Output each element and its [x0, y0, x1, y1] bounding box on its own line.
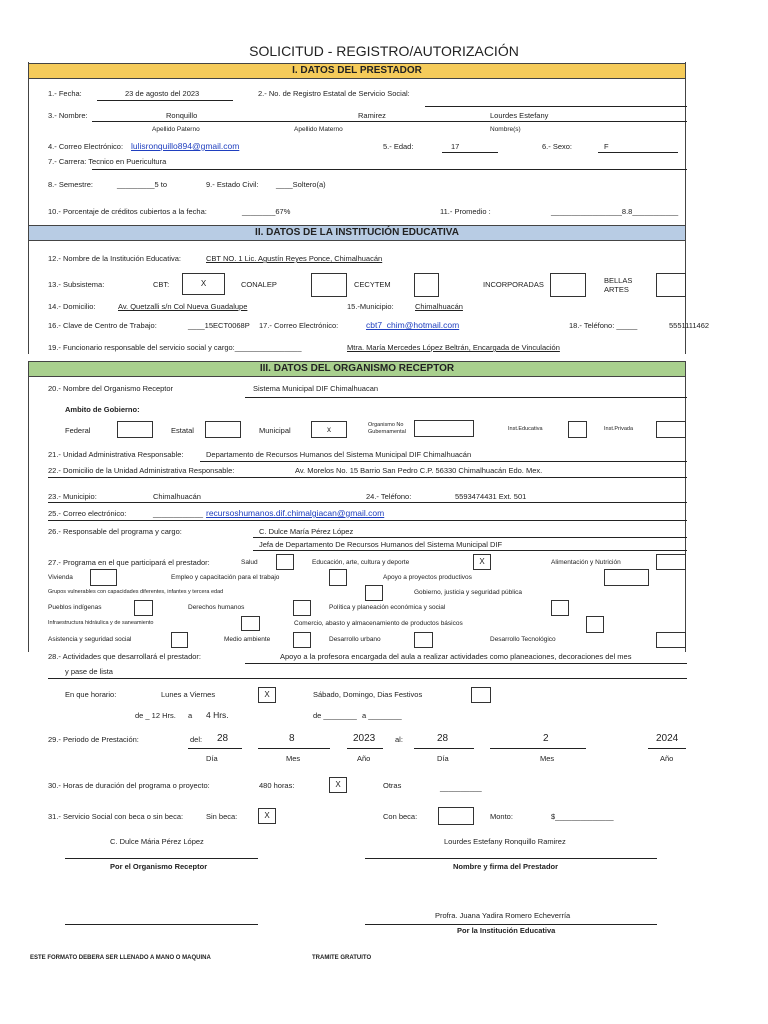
monto-value[interactable]: $______________: [551, 812, 614, 821]
infra-checkbox[interactable]: [241, 616, 260, 631]
periodo-label: 29.- Periodo de Prestación:: [48, 735, 139, 744]
nombre-label: 3.- Nombre:: [48, 111, 88, 120]
incorporadas-label: INCORPORADAS: [483, 280, 544, 289]
org-tel-label: 24.- Teléfono:: [366, 492, 412, 501]
beca-label: 31.- Servicio Social con beca o sin beca:: [48, 812, 184, 821]
lunes-label: Lunes a Viernes: [161, 690, 216, 699]
urbano-checkbox[interactable]: [414, 632, 433, 648]
al-label: al:: [395, 735, 403, 744]
receptor-name: C. Dulce Mária Pérez López: [110, 837, 204, 846]
lunes-checkbox[interactable]: X: [258, 687, 276, 703]
org-correo-blank: ____________: [153, 509, 204, 518]
institucion-caption: Por la Institución Educativa: [457, 926, 556, 935]
derechos-checkbox[interactable]: [293, 600, 311, 616]
sabado-label: Sábado, Domingo, Dias Festivos: [313, 690, 423, 699]
actividades-label: 28.- Actividades que desarrollará el prestador:: [48, 652, 202, 661]
promedio-label: 11.- Promedio :: [440, 207, 491, 216]
politica-label: Política y planeación económica y social: [329, 604, 446, 611]
anio-fin[interactable]: 2024: [656, 733, 679, 744]
inst-tel-label: 18.- Teléfono: _____: [569, 321, 638, 330]
bellas-label-2: ARTES: [604, 285, 629, 294]
inst-correo[interactable]: cbt7_chim@hotmail.com: [366, 320, 460, 330]
inst-tel[interactable]: 5551111462: [669, 321, 710, 330]
org-correo[interactable]: recursoshumanos.dif.chimalgiacan@gmail.com: [206, 508, 385, 518]
mes-inicio[interactable]: 8: [289, 733, 295, 744]
civil-label: 9.- Estado Civil:: [206, 180, 259, 189]
educacion-checkbox[interactable]: X: [473, 554, 491, 570]
privada-checkbox[interactable]: [656, 421, 686, 438]
anio-caption-2: Año: [660, 754, 674, 763]
horas-checkbox[interactable]: X: [329, 777, 347, 793]
edad-label: 5.- Edad:: [383, 142, 414, 151]
org-nombre-label: 20.- Nombre del Organismo Receptor: [48, 384, 174, 393]
nombres[interactable]: Lourdes Estefany: [490, 111, 549, 120]
paterno-caption: Apellido Paterno: [152, 126, 200, 133]
mes-caption-2: Mes: [540, 754, 555, 763]
a-blank[interactable]: a ________: [362, 711, 402, 720]
federal-checkbox[interactable]: [117, 421, 153, 438]
horas-value: 480 horas:: [259, 781, 295, 790]
inst-nombre-label: 12.- Nombre de la Institución Educativa:: [48, 254, 181, 263]
monto-label: Monto:: [490, 812, 513, 821]
carrera[interactable]: 7.- Carrera: Tecnico en Puericultura: [48, 157, 167, 166]
semestre-label: 8.- Semestre:: [48, 180, 94, 189]
org-domicilio[interactable]: Av. Morelos No. 15 Barrio San Pedro C.P. 56330 Chimalhuacán Edo. Mex.: [295, 466, 543, 475]
empleo-checkbox[interactable]: [329, 569, 347, 586]
responsable-label: 26.- Responsable del programa y cargo:: [48, 527, 182, 536]
conalep-checkbox[interactable]: [311, 273, 347, 297]
semestre-value[interactable]: _________5 to: [117, 180, 168, 189]
responsable[interactable]: C. Dulce María Pérez López: [259, 527, 354, 536]
edad-value[interactable]: 17: [451, 142, 460, 151]
bellas-label-1: BELLAS: [604, 276, 633, 285]
clave-value[interactable]: ____15ECT0068P: [188, 321, 250, 330]
vivienda-label: Vivienda: [48, 574, 73, 581]
vivienda-checkbox[interactable]: [90, 569, 117, 586]
incorporadas-checkbox[interactable]: [550, 273, 586, 297]
municipal-checkbox[interactable]: x: [311, 421, 347, 438]
inst-correo-label: 17.- Correo Electrónico:: [259, 321, 339, 330]
org-tel[interactable]: 5593474431 Ext. 501: [455, 492, 527, 501]
vulnerables-checkbox[interactable]: [365, 585, 383, 601]
federal-label: Federal: [65, 426, 91, 435]
politica-checkbox[interactable]: [551, 600, 569, 616]
creditos-label: 10.- Porcentaje de créditos cubiertos a la fecha:: [48, 207, 207, 216]
cecytem-checkbox[interactable]: [414, 273, 439, 297]
programa-label: 27.- Programa en el que participará el prestador:: [48, 558, 210, 567]
con-beca-label: Con beca:: [383, 812, 418, 821]
vulnerables-label: Grupos vulnerables con capacidades diferentes, infantes y tercera edad: [48, 589, 224, 595]
dia-caption-1: Día: [206, 754, 218, 763]
tecnologico-checkbox[interactable]: [656, 632, 686, 648]
indigenas-label: Pueblos indígenas: [48, 604, 102, 611]
subsistema-label: 13.- Subsistema:: [48, 280, 105, 289]
funcionario-label: 19.- Funcionario responsable del servicio social y cargo:________________: [48, 343, 302, 352]
prestador-name: Lourdes Estefany Ronquillo Ramirez: [444, 837, 566, 846]
de-hrs[interactable]: de _ 12 Hrs.: [135, 711, 176, 720]
footer-gratuito: TRAMITE GRATUITO: [312, 955, 372, 961]
anio-inicio[interactable]: 2023: [353, 733, 376, 744]
inst-municipio[interactable]: Chimalhuacán: [415, 302, 463, 311]
municipal-label: Municipal: [259, 426, 291, 435]
ong-label-2: Gubernamental: [368, 429, 406, 435]
dia-fin[interactable]: 28: [437, 733, 449, 744]
receptor-caption: Por el Organismo Receptor: [110, 862, 208, 871]
con-beca-checkbox[interactable]: [438, 807, 474, 825]
footer-note: ESTE FORMATO DEBERA SER LLENADO A MANO O MAQUINA: [30, 955, 211, 961]
inst-domicilio-label: 14.- Domicilio:: [48, 302, 96, 311]
ong-label-1: Organismo No: [368, 422, 404, 428]
unidad[interactable]: Departamento de Recursos Humanos del Sistema Municipal DIF Chimalhuacán: [206, 450, 472, 459]
fecha-label: 1.- Fecha:: [48, 89, 82, 98]
registro-label: 2.- No. de Registro Estatal de Servicio Social:: [258, 89, 410, 98]
dia-caption-2: Día: [437, 754, 449, 763]
estatal-label: Estatal: [171, 426, 194, 435]
cbt-checkbox[interactable]: X: [182, 273, 225, 295]
horario-label: En que horario:: [65, 690, 117, 699]
sabado-checkbox[interactable]: [471, 687, 491, 703]
sin-beca-label: Sin beca:: [206, 812, 238, 821]
section-3-header: III. DATOS DEL ORGANISMO RECEPTOR: [28, 361, 686, 377]
inst-nombre[interactable]: CBT NO. 1 Lic. Agustín Reyes Ponce, Chimalhuacán: [206, 254, 383, 263]
fecha-value[interactable]: 23 de agosto del 2023: [125, 89, 200, 98]
productivos-checkbox[interactable]: [604, 569, 649, 586]
inst-domicilio[interactable]: Av. Quetzalli s/n Col Nueva Guadalupe: [118, 302, 248, 311]
asistencia-label: Asistencia y seguridad social: [48, 636, 132, 643]
org-municipio[interactable]: Chimalhuacán: [153, 492, 201, 501]
educativa-label: Inst.Educativa: [508, 426, 543, 432]
derechos-label: Derechos humanos: [188, 604, 245, 611]
otras-label: Otras: [383, 781, 402, 790]
empleo-label: Empleo y capacitación para el trabajo: [171, 574, 280, 581]
actividades[interactable]: Apoyo a la profesora encargada del aula a realizar actividades como planeaciones, decoraciones del mes: [280, 652, 632, 661]
org-nombre[interactable]: Sistema Municipal DIF Chimalhuacan: [253, 384, 379, 393]
unidad-label: 21.- Unidad Administrativa Responsable:: [48, 450, 184, 459]
clave-label: 16.- Clave de Centro de Trabajo:: [48, 321, 157, 330]
cbt-label: CBT:: [153, 280, 170, 289]
tecnologico-label: Desarrollo Tecnológico: [490, 636, 556, 643]
cargo[interactable]: Jefa de Departamento De Recursos Humanos del Sistema Municipal DIF: [259, 540, 503, 549]
comercio-checkbox[interactable]: [586, 616, 604, 633]
educativa-checkbox[interactable]: [568, 421, 587, 438]
de-blank[interactable]: de ________: [313, 711, 357, 720]
infra-label: Infraestructura hidráulica y de saneamiento: [48, 620, 154, 626]
correo-value[interactable]: lulisronquillo894@gmail.com: [131, 141, 240, 151]
page-title: SOLICITUD - REGISTRO/AUTORIZACIÓN: [249, 43, 519, 59]
org-correo-label: 25.- Correo electrónico:: [48, 509, 127, 518]
conalep-label: CONALEP: [241, 280, 277, 289]
alimentacion-label: Alimentación y Nutrición: [551, 559, 621, 566]
materno-caption: Apellido Materno: [294, 126, 343, 133]
salud-checkbox[interactable]: [276, 554, 294, 570]
funcionario[interactable]: Mtra. María Mercedes López Beltrán, Encargada de Vinculación: [347, 343, 560, 352]
a-label: a: [188, 711, 193, 720]
section-1-header: I. DATOS DEL PRESTADOR: [28, 63, 686, 79]
dia-inicio[interactable]: 28: [217, 733, 229, 744]
mes-caption-1: Mes: [286, 754, 301, 763]
productivos-label: Apoyo a proyectos productivos: [383, 574, 472, 581]
org-municipio-label: 23.- Municipio:: [48, 492, 97, 501]
comercio-label: Comercio, abasto y almacenamiento de productos básicos: [294, 620, 463, 627]
prestador-caption: Nombre y firma del Prestador: [453, 862, 559, 871]
apellido-materno[interactable]: Ramirez: [358, 111, 386, 120]
nombres-caption: Nombre(s): [490, 126, 521, 133]
apellido-paterno[interactable]: Ronquillo: [166, 111, 198, 120]
ambito-label: Ambito de Gobierno:: [65, 405, 140, 414]
privada-label: Inst.Privada: [604, 426, 634, 432]
promedio-value[interactable]: _________________8.8___________: [551, 207, 679, 216]
indigenas-checkbox[interactable]: [134, 600, 153, 616]
ong-checkbox[interactable]: [414, 420, 474, 437]
creditos-value[interactable]: ________67%: [242, 207, 291, 216]
actividades-2[interactable]: y pase de lista: [65, 667, 113, 676]
institucion-name: Profra. Juana Yadira Romero Echeverría: [435, 911, 571, 920]
correo-label: 4.- Correo Electrónico:: [48, 142, 124, 151]
estatal-checkbox[interactable]: [205, 421, 241, 438]
section-2-header: II. DATOS DE LA INSTITUCIÓN EDUCATIVA: [28, 225, 686, 241]
anio-caption-1: Año: [357, 754, 371, 763]
inst-municipio-label: 15.-Municipio:: [347, 302, 394, 311]
sexo-value[interactable]: F: [604, 142, 609, 151]
a-hrs[interactable]: 4 Hrs.: [206, 710, 229, 720]
horas-label: 30.- Horas de duración del programa o proyecto:: [48, 781, 210, 790]
alimentacion-checkbox[interactable]: [656, 554, 686, 570]
educacion-label: Educación, arte, cultura y deporte: [312, 559, 410, 566]
salud-label: Salud: [241, 559, 258, 566]
asistencia-checkbox[interactable]: [171, 632, 188, 648]
ambiente-checkbox[interactable]: [293, 632, 311, 648]
ambiente-label: Medio ambiente: [224, 636, 271, 643]
otras-blank[interactable]: __________: [440, 783, 482, 792]
sin-beca-checkbox[interactable]: X: [258, 808, 276, 824]
org-domicilio-label: 22.- Domicilio de la Unidad Administrativa Responsable:: [48, 466, 235, 475]
cecytem-label: CECYTEM: [354, 280, 391, 289]
del-label: del:: [190, 735, 203, 744]
civil-value[interactable]: ____Soltero(a): [276, 180, 326, 189]
bellas-checkbox[interactable]: [656, 273, 686, 297]
sexo-label: 6.- Sexo:: [542, 142, 573, 151]
gobierno-label: Gobierno, justicia y seguridad pública: [414, 589, 523, 596]
mes-fin[interactable]: 2: [543, 733, 549, 744]
urbano-label: Desarrollo urbano: [329, 636, 381, 643]
